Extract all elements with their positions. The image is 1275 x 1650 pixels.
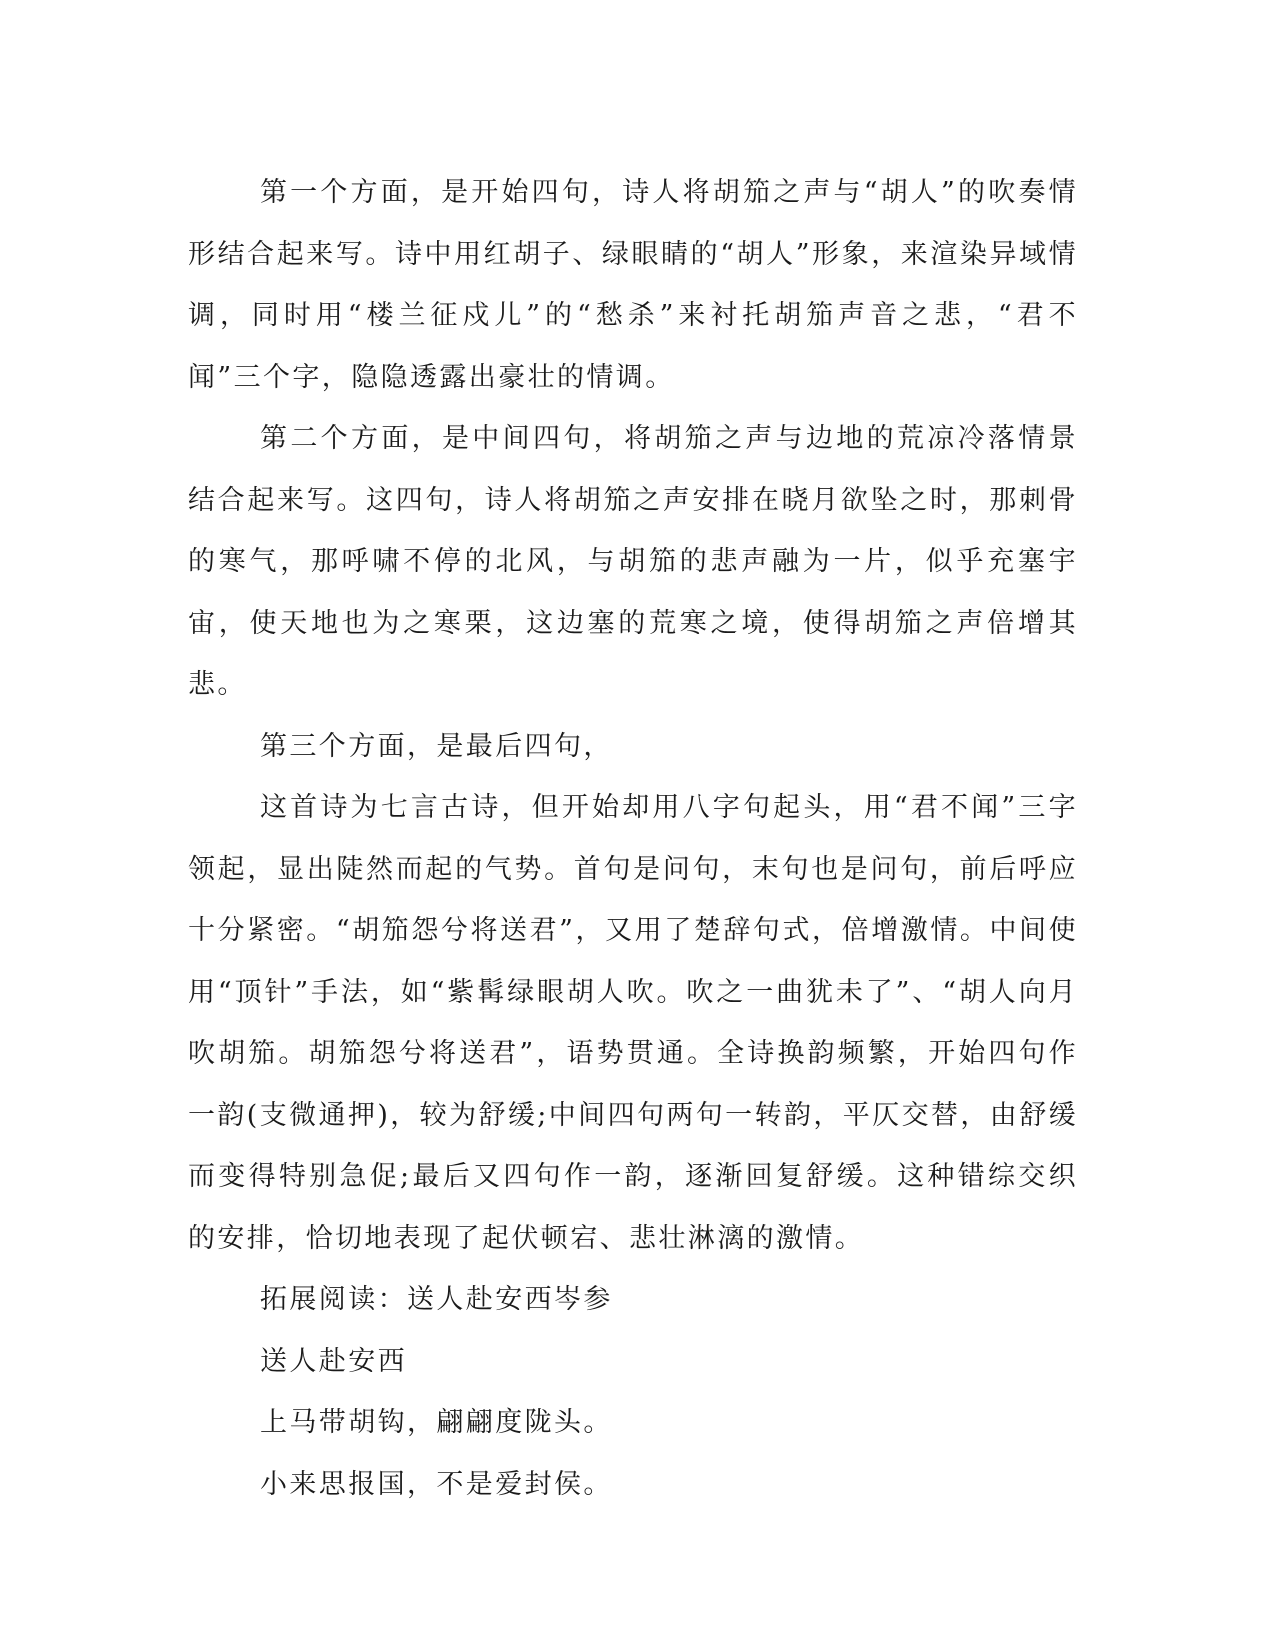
paragraph-poem-analysis: 这首诗为七言古诗，但开始却用八字句起头，用“君不闻”三字领起，显出陡然而起的气势。首句是问句，末句也是问句，前后呼应十分紧密。“胡笳怨兮将送君”，又用了楚辞句式，倍增激情。中间使用“顶针”手法，如“紫髯绿眼胡人吹。吹之一曲犹未了”、“胡人向月吹胡笳。胡笳怨兮将送君”，语势贯通。全诗换韵频繁，开始四句作一韵(支微通押)，较为舒缓;中间四句两句一转韵，平仄交替，由舒缓而变得特别急促;最后又四句作一韵，逐渐回复舒缓。这种错综交织的安排，恰切地表现了起伏顿宕、悲壮淋漓的激情。: [188, 792, 1078, 1254]
poem-line: 上马带胡钩，翩翩度陇头。: [260, 1407, 613, 1438]
paragraph-third-aspect: 第三个方面，是最后四句，: [260, 730, 613, 762]
paragraph-first-aspect: 第一个方面，是开始四句，诗人将胡笳之声与“胡人”的吹奏情形结合起来写。诗中用红胡子、绿眼睛的“胡人”形象，来渲染异域情调，同时用“楼兰征戍儿”的“愁杀”来衬托胡笳声音之悲，“君不闻”三个字，隐隐透露出豪壮的情调。: [188, 177, 1078, 393]
document-body: [188, 162, 1078, 1515]
poem-title: 送人赴安西: [260, 1345, 407, 1377]
paragraph-second-aspect: 第二个方面，是中间四句，将胡笳之声与边地的荒凉冷落情景结合起来写。这四句，诗人将胡笳之声安排在晓月欲坠之时，那刺骨的寒气，那呼啸不停的北风，与胡笳的悲声融为一片，似乎充塞宇宙，使天地也为之寒栗，这边塞的荒寒之境，使得胡笳之声倍增其悲。: [188, 423, 1078, 700]
poem-line: 小来思报国，不是爱封侯。: [260, 1468, 613, 1500]
extended-reading-heading: 拓展阅读：送人赴安西岑参: [260, 1284, 613, 1315]
